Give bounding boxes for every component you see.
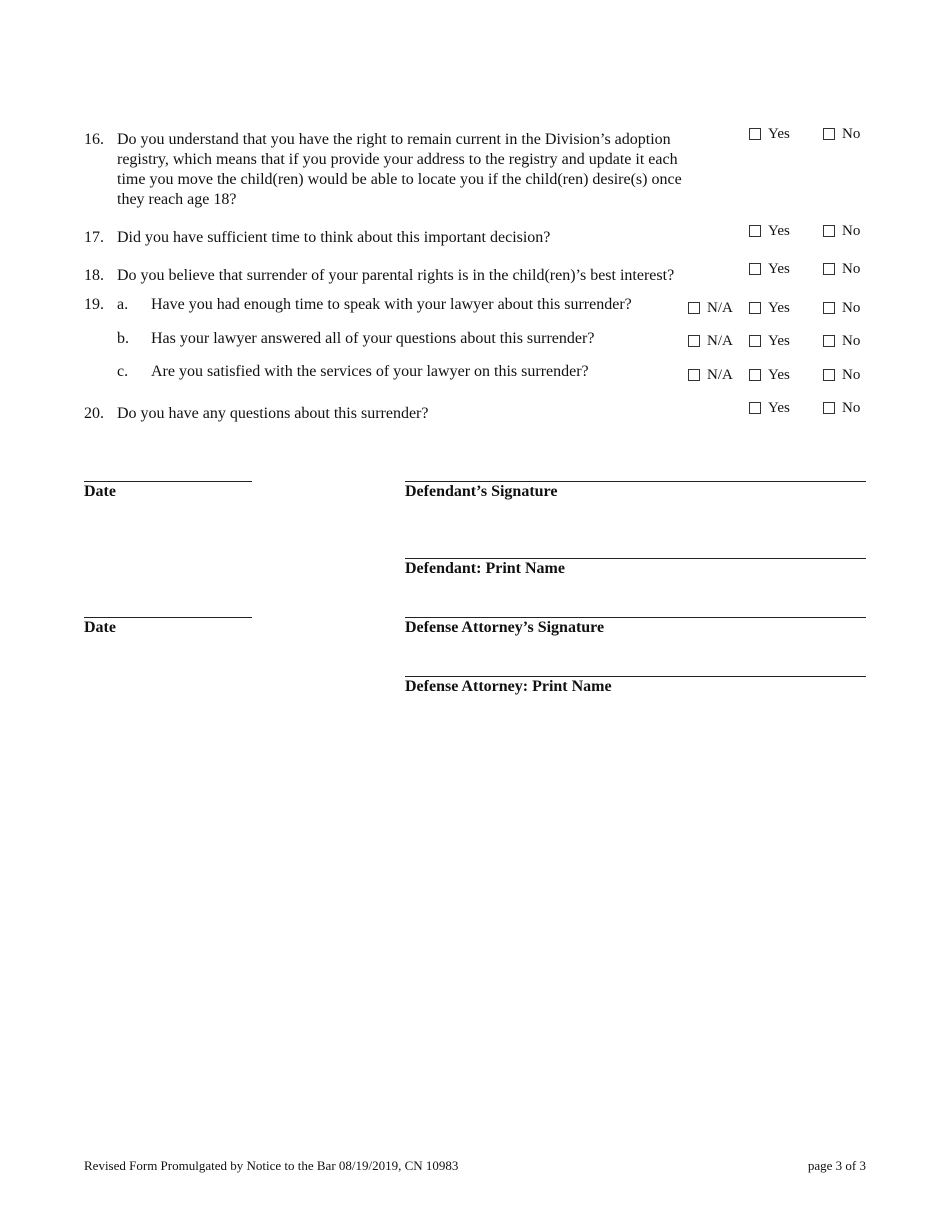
option-label: N/A [707, 367, 733, 383]
option-label: Yes [768, 367, 790, 383]
sub-question-letter: c. [117, 363, 129, 380]
defendant-print-name-label: Defendant: Print Name [405, 560, 565, 577]
question-line: registry, which means that if you provide your address to the registry and update it each [117, 151, 678, 168]
q16-no-checkbox[interactable] [823, 124, 860, 144]
option-label: N/A [707, 300, 733, 316]
option-label: No [842, 333, 861, 349]
q19b-yes-checkbox[interactable] [749, 331, 790, 351]
q19a-no-checkbox[interactable] [823, 298, 860, 318]
checkbox-icon[interactable] [749, 128, 761, 140]
attorney-signature-label: Defense Attorney’s Signature [405, 619, 605, 636]
q16-yes-checkbox[interactable] [749, 124, 790, 144]
option-label: Yes [768, 333, 790, 349]
sub-question-text: Has your lawyer answered all of your questions about this surrender? [151, 330, 595, 347]
option-label: No [842, 367, 861, 383]
checkbox-icon[interactable] [823, 263, 835, 275]
checkbox-icon[interactable] [749, 263, 761, 275]
q19c-na-checkbox[interactable] [688, 365, 733, 385]
q19b-no-checkbox[interactable] [823, 331, 860, 351]
question-number: 20. [84, 405, 104, 422]
checkbox-icon[interactable] [823, 402, 835, 414]
checkbox-icon[interactable] [823, 369, 835, 381]
footer-revision-note: Revised Form Promulgated by Notice to the Bar 08/19/2019, CN 10983 [84, 1158, 459, 1173]
defendant-signature-label: Defendant’s Signature [405, 483, 558, 500]
checkbox-icon[interactable] [749, 402, 761, 414]
sub-question-letter: a. [117, 296, 129, 313]
date-label: Date [84, 619, 116, 636]
option-label: Yes [768, 300, 790, 316]
question-line: Do you understand that you have the right to remain current in the Division’s adoption [117, 131, 671, 148]
checkbox-icon[interactable] [688, 302, 700, 314]
question-number: 16. [84, 131, 104, 148]
question-text: Did you have sufficient time to think about this important decision? [117, 229, 551, 246]
date-label: Date [84, 483, 116, 500]
checkbox-icon[interactable] [823, 128, 835, 140]
q19c-yes-checkbox[interactable] [749, 365, 790, 385]
question-number: 18. [84, 267, 104, 284]
sub-question-text: Have you had enough time to speak with your lawyer about this surrender? [151, 296, 632, 313]
q18-no-checkbox[interactable] [823, 259, 860, 279]
option-label: No [842, 300, 861, 316]
option-label: No [842, 400, 861, 416]
option-label: No [842, 126, 861, 142]
question-line: time you move the child(ren) would be able to locate you if the child(ren) desire(s) once [117, 171, 682, 188]
option-label: Yes [768, 261, 790, 277]
q20-no-checkbox[interactable] [823, 398, 860, 418]
checkbox-icon[interactable] [749, 369, 761, 381]
q19a-yes-checkbox[interactable] [749, 298, 790, 318]
checkbox-icon[interactable] [688, 369, 700, 381]
sub-question-letter: b. [117, 330, 129, 347]
checkbox-icon[interactable] [688, 335, 700, 347]
checkbox-icon[interactable] [823, 302, 835, 314]
q19c-no-checkbox[interactable] [823, 365, 860, 385]
attorney-print-name-label: Defense Attorney: Print Name [405, 678, 612, 695]
sub-question-text: Are you satisfied with the services of your lawyer on this surrender? [151, 363, 589, 380]
q17-yes-checkbox[interactable] [749, 221, 790, 241]
q19b-na-checkbox[interactable] [688, 331, 733, 351]
option-label: No [842, 261, 861, 277]
option-label: Yes [768, 400, 790, 416]
q19a-na-checkbox[interactable] [688, 298, 733, 318]
checkbox-icon[interactable] [823, 335, 835, 347]
option-label: Yes [768, 126, 790, 142]
checkbox-icon[interactable] [823, 225, 835, 237]
question-text [117, 130, 682, 210]
option-label: No [842, 223, 861, 239]
q17-no-checkbox[interactable] [823, 221, 860, 241]
checkbox-icon[interactable] [749, 335, 761, 347]
question-number: 17. [84, 229, 104, 246]
footer-page-number: page 3 of 3 [807, 1158, 866, 1173]
question-text: Do you believe that surrender of your parental rights is in the child(ren)’s best interest? [117, 267, 675, 284]
q18-yes-checkbox[interactable] [749, 259, 790, 279]
option-label: Yes [768, 223, 790, 239]
option-label: N/A [707, 333, 733, 349]
q20-yes-checkbox[interactable] [749, 398, 790, 418]
question-line: they reach age 18? [117, 191, 237, 208]
question-number: 19. [84, 296, 104, 313]
checkbox-icon[interactable] [749, 225, 761, 237]
checkbox-icon[interactable] [749, 302, 761, 314]
question-text: Do you have any questions about this surrender? [117, 405, 429, 422]
